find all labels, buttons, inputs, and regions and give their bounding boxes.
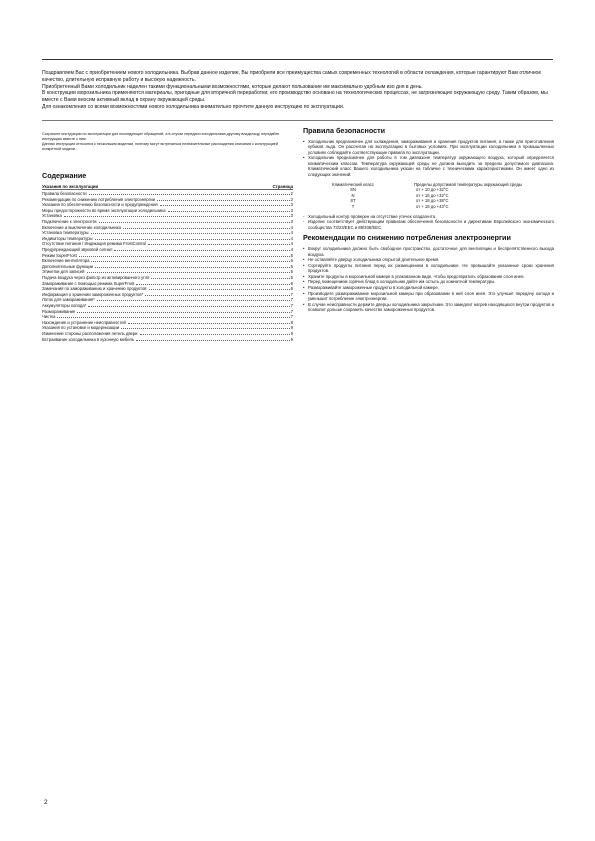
toc-entry-title: Установка <box>42 213 62 219</box>
toc-entry-title: Этикетки для записей <box>42 269 85 275</box>
toc-entry-title: Размораживание <box>42 308 76 314</box>
list-item-text: Холодильник предназначен для охлаждения, замораживания и хранения продуктов питания, а также для приготовления кубиков льда. Он рассчитан на эксплуатацию в бытовых условиях. При эксплуатации холодильника в промышленных условиях соблюдайте соответствующие правила по эксплуатации. <box>308 138 554 155</box>
climate-range: от + 16 до +32°C <box>416 192 449 198</box>
toc-entry-title: Меры предосторожности во время эксплуатации холодильника <box>42 207 166 213</box>
toc-leader-dots <box>91 258 289 262</box>
list-item <box>303 155 554 177</box>
toc-entry-title: Индикаторы температуры <box>42 235 93 241</box>
bullet-marker: • <box>303 138 305 144</box>
bullet-marker: • <box>303 257 305 263</box>
divider-rule <box>42 120 553 121</box>
list-item-text: Размораживайте замороженные продукты в холодильной камере. <box>308 285 439 291</box>
toc-entry-page: 7 <box>290 291 293 297</box>
toc-entry-page: 3 <box>290 219 293 225</box>
list-item-text: Изделие соответствует действующим правилам обеспечения безопасности и директивам Европейского экономического сообщества 73/23/EEC и 89/336/EEC. <box>308 219 554 230</box>
toc-leader-dots <box>121 325 290 329</box>
toc-leader-dots <box>89 191 290 195</box>
toc-entry-title: Нахождение и устранение неисправностей <box>42 319 126 325</box>
toc-entry-title: Правила безопасности <box>42 191 87 197</box>
toc-header-right: Страница <box>272 183 293 189</box>
toc-header-left: Указания по эксплуатации <box>42 183 99 189</box>
toc-leader-dots <box>87 269 290 273</box>
toc-entry-page: 6 <box>290 280 293 286</box>
intro-paragraph: В конструкции морозильника применяются материалы, пригодные для вторичной переработки; его производство основано на технологических процессах, не загрязняющих окружающую среду. Таким образом, мы вместе с Вами вносим активный вклад в охрану окружающей среды. <box>42 90 548 104</box>
left-column <box>42 132 293 342</box>
toc-entry-page: 4 <box>290 230 293 236</box>
bullet-marker: • <box>303 273 305 279</box>
safety-title: Правила безопасности <box>303 126 386 135</box>
toc-entry-page: 2 <box>290 191 293 197</box>
toc-entry-title: Информация о хранении замороженных продуктов* <box>42 291 144 297</box>
climate-class-header: Климатический класс <box>332 181 374 187</box>
list-item-text: Вокруг холодильника должно быть свободное пространство, достаточное для вентиляции и беспрепятственного выхода воздуха. <box>308 245 554 257</box>
toc-entry-title: Замораживание с помощью режима SuperFrost <box>42 280 135 286</box>
toc-entry-page: 7 <box>290 314 293 320</box>
climate-range: от + 18 до +43°C <box>416 204 449 210</box>
toc-entry-title: Отсутствие питания / Индикация режима FrostControl <box>42 241 147 247</box>
toc-leader-dots <box>151 275 289 279</box>
toc-entry-title: Аккумуляторы холода* <box>42 302 87 308</box>
toc-leader-dots <box>168 208 290 212</box>
toc-leader-dots <box>95 264 290 268</box>
list-item-text: Сортируйте продукты питания перед их размещением в холодильнике. Не превышайте указанные сроки хранения продуктов. <box>308 262 554 274</box>
list-item-text: Холодильник предназначен для работы в том диапазоне температур окружающего воздуха, который определяется климатическим классом. Температура окружающей среды не должна выходить за пределы допустимого диапазона. Климатический класс Вашего холодильника указан на табличке с техническими характеристиками. Он имеет одно из следующих значений: <box>308 155 554 178</box>
right-column <box>303 127 554 313</box>
bullet-marker: • <box>303 279 305 285</box>
toc-leader-dots <box>95 236 290 240</box>
toc-leader-dots <box>64 213 290 217</box>
energy-list <box>303 246 554 313</box>
bullet-marker: • <box>303 155 305 161</box>
toc-entry-title: Подача воздуха через фильтр из активированного угля <box>42 275 150 280</box>
intro-block <box>42 70 554 111</box>
toc-entry-page: 7 <box>290 297 293 303</box>
list-item <box>303 263 554 274</box>
toc-entry-title: Дополнительные функции <box>42 263 94 269</box>
storage-note <box>42 132 293 152</box>
note-text: Данная инструкция относится к нескольким моделям, поэтому могут встречаться незначительные расхождения описания с конструкцией конкретной модели. <box>42 142 278 151</box>
toc-leader-dots <box>99 219 290 223</box>
dash-list <box>303 214 554 231</box>
list-item <box>303 219 554 230</box>
toc-entry-title: Замечания по замораживанию и хранению продуктов <box>42 286 147 292</box>
climate-class: T <box>351 204 355 210</box>
intro-paragraph: Для ознакомления со всеми возможностями нового холодильника внимательно прочтите данную инструкцию по эксплуатации. <box>42 103 345 110</box>
note-text: Сохраните инструкцию по эксплуатации для последующих обращений, а в случае передачи холодильника другому владельцу, передайте инструкцию вместе с ним. <box>42 132 280 141</box>
toc-leader-dots <box>128 320 290 324</box>
toc-row <box>42 337 293 343</box>
toc-entry-title: Указания по обеспечению безопасности и предупреждения <box>42 202 158 208</box>
toc-entry-title: Включение и выключение холодильника <box>42 224 121 230</box>
climate-class: N <box>351 192 355 198</box>
toc-entry-page: 5 <box>290 252 293 258</box>
toc-leader-dots <box>77 309 289 313</box>
list-item-text: Храните продукты в морозильной камере в упакованном виде, чтобы предотвратить образование слоя инея. <box>308 273 525 279</box>
toc-entry-page: 5 <box>290 275 293 280</box>
toc-entry-title: Изменение стороны расположения петель двери <box>42 330 138 336</box>
toc-entry-page: 9 <box>290 330 293 336</box>
toc-entry-page: 8 <box>290 319 293 325</box>
dash-marker: - <box>303 219 305 225</box>
climate-range: от + 18 до +38°C <box>416 198 449 204</box>
page-number: 2 <box>44 799 48 806</box>
toc-leader-dots <box>145 292 289 296</box>
toc-entry-title: Подключение к электросети <box>42 219 97 225</box>
toc-entry-page: 2 <box>290 196 293 202</box>
toc-leader-dots <box>157 197 290 201</box>
intro-paragraph: Поздравляем Вас с приобретением нового холодильника. Выбрав данное изделие, Вы приобрели все преимущества самых современных технологий в области охлаждения, которые гарантируют Вам отличное качество, длительную исправную работу и высокую надежность. <box>42 70 542 83</box>
toc-leader-dots <box>148 241 290 245</box>
toc-entry-title: Чистка <box>42 314 56 320</box>
list-item-text: Холодильный контур проверен на отсутствие утечек хладагента. <box>308 213 437 219</box>
toc-entry-page: 4 <box>290 224 293 230</box>
toc-leader-dots <box>123 225 290 229</box>
toc-entry-title: Указания по установке и модернизации <box>42 325 120 331</box>
toc-entry-page: 3 <box>290 207 293 213</box>
list-item <box>303 291 554 302</box>
toc-leader-dots <box>57 314 289 318</box>
list-item <box>303 139 554 156</box>
list-item-text: В случае неисправности держите дверцы холодильника закрытыми. Это замедлит нагрев находящихся внутри продуктов и позволит дольше сохранить качество замороженных продуктов. <box>308 301 554 313</box>
list-item <box>303 246 554 257</box>
toc-leader-dots <box>114 247 289 251</box>
climate-range-header: Пределы допустимой температуры окружающей среды <box>414 181 522 187</box>
toc-entry-page: 5 <box>290 263 293 269</box>
toc-leader-dots <box>97 297 290 301</box>
climate-class: SN <box>350 187 356 193</box>
toc-leader-dots <box>79 253 290 257</box>
bullet-marker: • <box>303 285 305 291</box>
toc-list <box>42 191 293 342</box>
energy-title: Рекомендации по снижению потребления электроэнергии <box>303 233 511 243</box>
toc-entry-title: Встраивание холодильника в кухонную мебель <box>42 336 135 342</box>
toc-entry-title: Режим SuperFrost <box>42 252 77 258</box>
dash-marker: - <box>303 213 305 219</box>
climate-class: ST <box>350 198 356 204</box>
top-rule <box>42 59 553 60</box>
bullet-marker: • <box>303 245 305 251</box>
climate-table <box>312 182 554 210</box>
toc-title: Содержание <box>42 171 87 180</box>
bullet-marker: • <box>303 262 305 268</box>
toc-entry-title: Рекомендации по снижению потребления электроэнергии <box>42 196 155 202</box>
toc-entry-title: Установка температуры <box>42 230 89 236</box>
toc-entry-title: Лоток для замораживания* <box>42 297 95 303</box>
toc-entry-page: 3 <box>290 202 293 208</box>
toc-entry-page: 9 <box>290 336 293 342</box>
bullet-marker: • <box>303 290 305 296</box>
toc-entry-page: 9 <box>290 325 293 331</box>
toc-header <box>42 184 293 191</box>
toc-leader-dots <box>136 337 290 341</box>
climate-row <box>312 204 554 210</box>
toc-leader-dots <box>136 281 289 285</box>
toc-entry-page: 7 <box>290 302 293 308</box>
toc-entry-page: 3 <box>290 213 293 219</box>
toc-entry-page: 4 <box>290 247 293 253</box>
toc-entry-title: Предупреждающий звуковой сигнал <box>42 247 113 253</box>
toc-entry-page: 4 <box>290 241 293 247</box>
list-item <box>303 302 554 313</box>
climate-range: от + 10 до +32°C <box>416 187 449 193</box>
list-item-text: Не оставляйте дверцу холодильника открытой длительное время. <box>308 257 440 263</box>
toc-entry-page: 4 <box>290 235 293 241</box>
toc-leader-dots <box>140 331 290 335</box>
toc-leader-dots <box>88 303 289 307</box>
safety-list <box>303 139 554 178</box>
toc-entry-title: Включение вентилятора <box>42 258 90 264</box>
bullet-marker: • <box>303 301 305 307</box>
list-item-text: Производите размораживание морозильной камеры при образовании в ней слоя инея. Это улучшит передачу холода и уменьшит потребление электроэнергии. <box>308 290 554 302</box>
toc-leader-dots <box>160 202 290 206</box>
toc-entry-page: 6 <box>290 286 293 292</box>
toc-entry-page: 7 <box>290 308 293 314</box>
toc-entry-page: 5 <box>290 258 293 264</box>
toc-leader-dots <box>149 286 290 290</box>
toc-leader-dots <box>91 230 290 234</box>
list-item-text: Перед помещением горячих блюд в холодильник дайте им остыть до комнатной температуры. <box>308 279 496 285</box>
intro-paragraph: Приобретенный Вами холодильник наделен такими функциональными возможностями, которые делают пользование им максимально удобным изо дня в день. <box>42 83 423 90</box>
toc-entry-page: 5 <box>290 269 293 275</box>
